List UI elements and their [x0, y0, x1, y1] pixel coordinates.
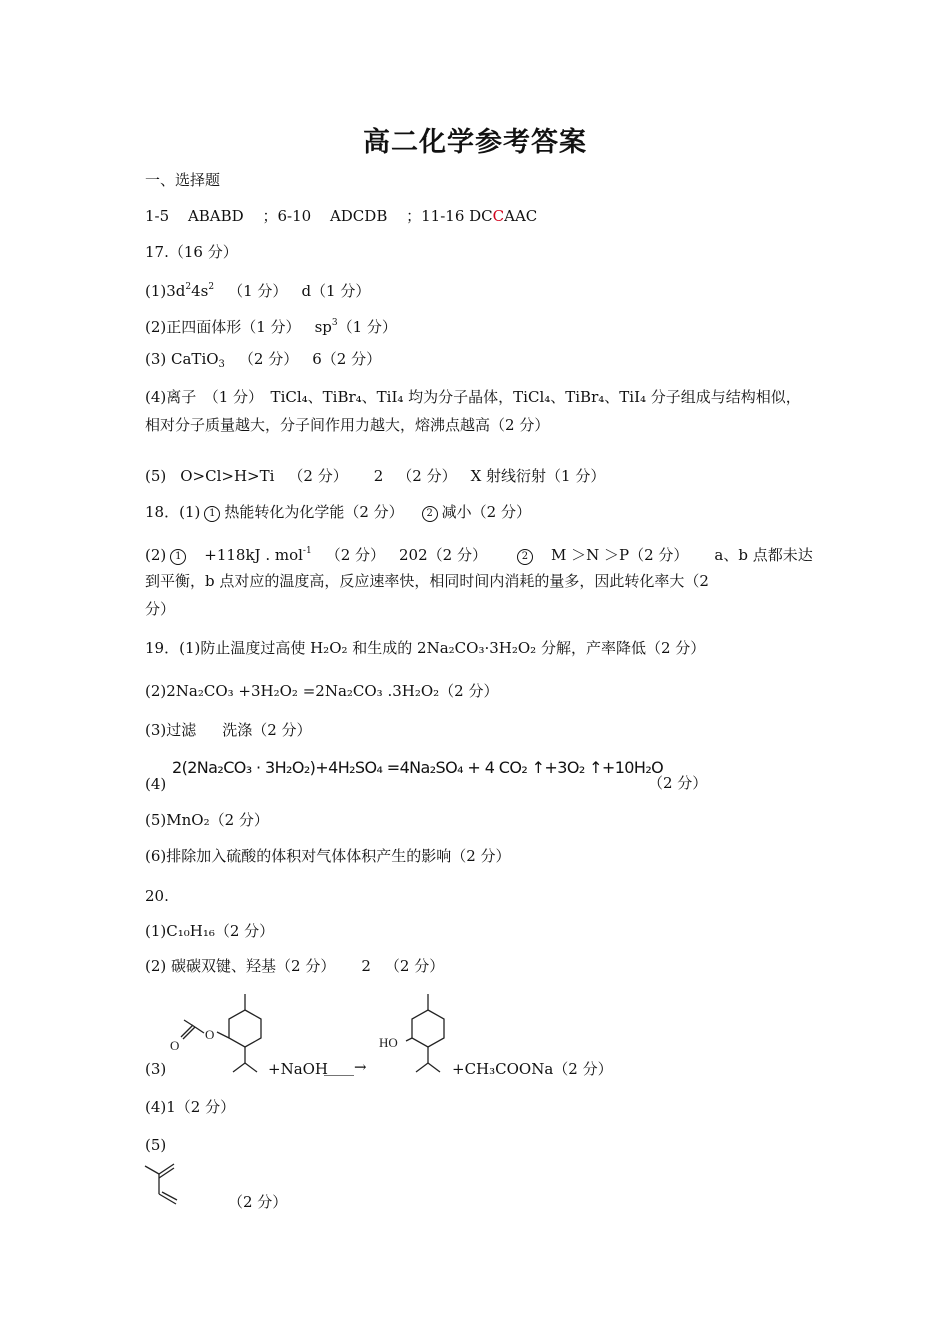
hydroxyl-label: HO [379, 1035, 398, 1050]
alcohol-structure [376, 990, 450, 1085]
section-heading: 一、选择题 [145, 171, 221, 189]
ester-structure [162, 990, 272, 1085]
q18-part2-end: 分） [145, 600, 176, 618]
reaction-equation: 2(2Na₂CO₃ · 3H₂O₂)+4H₂SO₄ =4Na₂SO₄ + 4 CO₂ ↑+3O₂ ↑+10H₂O [172, 758, 664, 777]
q20-part3-label: (3) [145, 1060, 167, 1078]
naoh-reagent: +NaOH [268, 1060, 329, 1078]
highlighted-answer: C [492, 207, 505, 225]
q19-part5: (5)MnO₂（2 分） [145, 811, 269, 829]
q20-part4: (4)1（2 分） [145, 1098, 236, 1116]
q17-part3: (3) CaTiO$_3$ （2 分） 6（2 分） [145, 350, 382, 370]
q19-part4-label: (4) [145, 775, 167, 793]
q19-part6: (6)排除加入硫酸的体积对气体体积产生的影响（2 分） [145, 847, 511, 865]
q17-part2: (2)正四面体形（1 分） $sp^3(1$ 分） [145, 318, 397, 336]
q18-part1: 18．(1) 1 热能转化为化学能（2 分） 2 减小（2 分） [145, 503, 531, 521]
q20-part2: (2) 碳碳双键、羟基（2 分） 2 （2 分） [145, 957, 445, 975]
q20-part5: (5) [145, 1136, 167, 1154]
q19-part2: (2)2Na₂CO₃ +3H₂O₂ =2Na₂CO₃ .3H₂O₂（2 分） [145, 682, 499, 700]
q20-part1: (1)C₁₀H₁₆（2 分） [145, 922, 275, 940]
sodium-acetate-product: +CH₃COONa（2 分） [452, 1060, 613, 1078]
q20-heading: 20. [145, 887, 169, 905]
q20-part5-score: （2 分） [228, 1193, 288, 1211]
q19-part1: 19．(1)防止温度过高使 H₂O₂ 和生成的 2Na₂CO₃·3H₂O₂ 分解，产率降低（2 分） [145, 639, 706, 657]
q17-part4: (4)离子 （1 分） TiCl₄、TiBr₄、TiI₄ 均为分子晶体，TiCl₄、TiBr₄、TiI₄ 分子组成与结构相似，相对分子质量越大，分子间作用力越大，熔沸点越高（2 分） [145, 388, 801, 434]
ester-oxygen-label: O [205, 1027, 215, 1042]
q17-part5: (5) O>Cl>H>Ti （2 分） 2 （2 分） X 射线衍射（1 分） [145, 467, 606, 485]
q19-part4-score: （2 分） [648, 774, 708, 792]
page-title: 高二化学参考答案 [363, 127, 587, 158]
q17-heading: 17.（16 分） [145, 243, 238, 261]
reaction-arrow: ____→ [324, 1058, 367, 1076]
q17-part1: $(1)3d^24s^2$ （1 分） d（1 分） [145, 282, 371, 300]
q18-part2: (2) 1 +118kJ . mol$^{-1}$ （2 分） 202（2 分） 2 M ＞N ＞P（2 分） a、b 点都未达 [145, 546, 813, 564]
mc-answers: 1-5 ABABD ；6-10 ADCDB ；11-16 DCCAAC [145, 207, 538, 225]
isoprene-structure [140, 1160, 184, 1208]
q18-part2-cont: 到平衡，b 点对应的温度高，反应速率快，相同时间内消耗的量多，因此转化率大（2 [145, 572, 709, 590]
carbonyl-oxygen-label: O [170, 1038, 180, 1053]
q19-part3: (3)过滤 洗涤（2 分） [145, 721, 312, 739]
